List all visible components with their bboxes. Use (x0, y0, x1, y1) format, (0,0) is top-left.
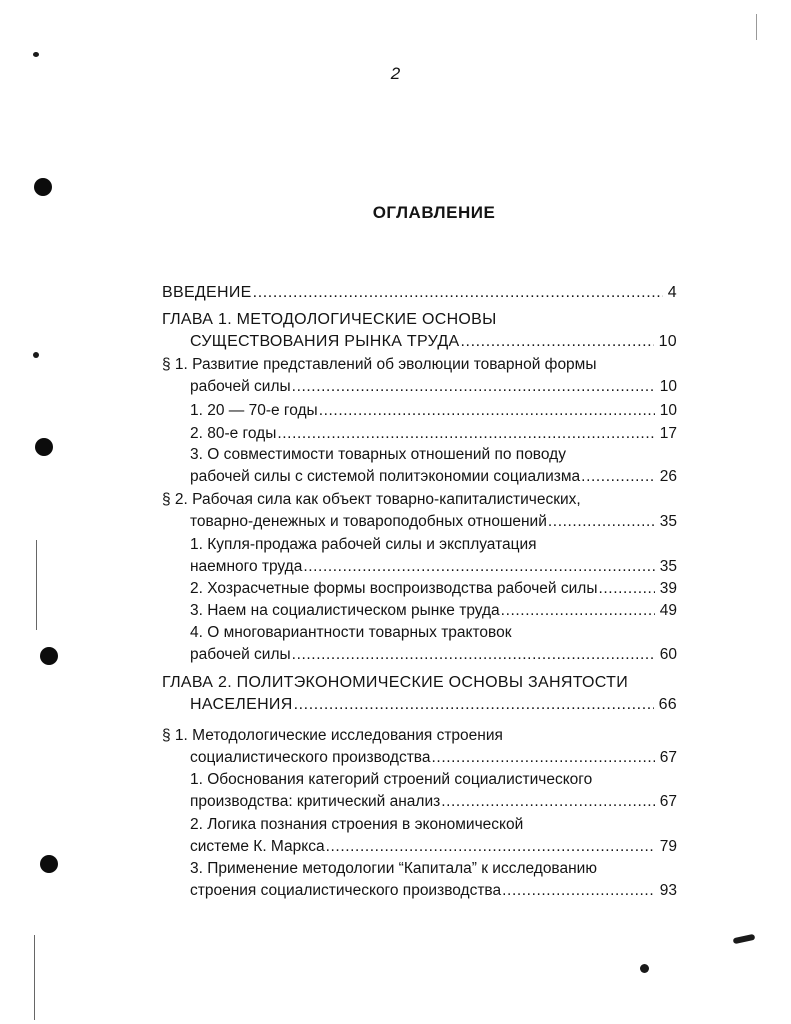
dot-leader (432, 749, 655, 767)
toc-subsection (162, 860, 677, 900)
toc-page-number: 93 (659, 882, 677, 899)
toc-entry-text: НАСЕЛЕНИЯ (190, 696, 293, 713)
toc-page-number: 10 (658, 333, 677, 350)
dot-leader (441, 793, 655, 811)
toc-entry-text: системе К. Маркса (190, 838, 325, 855)
toc-entry-text: 3. О совместимости товарных отношений по поводу (190, 446, 566, 463)
dot-leader (548, 513, 655, 531)
toc-subsection (162, 771, 677, 811)
toc-subsection (162, 602, 677, 620)
toc-page-number: 26 (659, 468, 677, 485)
toc-chapter (162, 284, 677, 302)
dot-leader (581, 468, 655, 486)
punch-hole (40, 855, 58, 873)
dot-leader (253, 284, 663, 302)
toc-entry-text: товарно-денежных и товароподобных отношений (190, 513, 547, 530)
page-number: 2 (390, 64, 401, 83)
toc-entry-text: 4. О многовариантности товарных трактовок (190, 624, 512, 641)
dot-leader (292, 378, 655, 396)
dot-leader (319, 402, 655, 420)
punch-hole (40, 647, 58, 665)
dot-leader (277, 425, 654, 443)
toc-chapter (162, 674, 677, 714)
toc-entry-text: § 2. Рабочая сила как объект товарно-капиталистических, (162, 491, 581, 508)
punch-hole (35, 438, 53, 456)
dot-leader (292, 646, 655, 664)
dot-leader (460, 333, 653, 351)
toc-page-number: 10 (659, 378, 677, 395)
dot-leader (501, 602, 655, 620)
toc-subsection (162, 402, 677, 420)
toc-entry-text: ГЛАВА 2. ПОЛИТЭКОНОМИЧЕСКИЕ ОСНОВЫ ЗАНЯТОСТИ (162, 674, 628, 691)
toc-page-number: 4 (667, 284, 677, 301)
toc-entry-text: производства: критический анализ (190, 793, 441, 810)
toc-page-number: 66 (658, 696, 677, 713)
toc-entry-text: СУЩЕСТВОВАНИЯ РЫНКА ТРУДА (190, 333, 460, 350)
toc-entry-text: § 1. Методологические исследования строения (162, 727, 503, 744)
punch-hole (34, 178, 52, 196)
toc-entry-text: 1. 20 — 70-е годы (190, 402, 318, 419)
toc-entry-text: ГЛАВА 1. МЕТОДОЛОГИЧЕСКИЕ ОСНОВЫ (162, 311, 497, 328)
toc-page-number: 10 (659, 402, 677, 419)
toc-page-number: 67 (659, 793, 677, 810)
toc-entry-text: 3. Применение методологии “Капитала” к исследованию (190, 860, 597, 877)
toc-entry-text: 1. Купля-продажа рабочей силы и эксплуатация (190, 536, 537, 553)
toc-entry-text: 3. Наем на социалистическом рынке труда (190, 602, 500, 619)
toc-entry-text: 2. 80-е годы (190, 425, 277, 442)
dot-leader (326, 838, 655, 856)
toc-entry-text: рабочей силы (190, 646, 291, 663)
scan-speck (640, 964, 649, 973)
toc-entry-text: 1. Обоснования категорий строений социалистического (190, 771, 593, 788)
toc-entry-text: рабочей силы (190, 378, 291, 395)
toc-subsection (162, 425, 677, 443)
toc-entry-text: 2. Логика познания строения в экономической (190, 816, 524, 833)
dot-leader (598, 580, 654, 598)
dot-leader (294, 696, 654, 714)
scan-edge-mark (36, 540, 37, 630)
toc-subsection (162, 536, 677, 576)
toc-section (162, 356, 677, 396)
toc-subsection (162, 816, 677, 856)
toc-entry-text: 2. Хозрасчетные формы воспроизводства рабочей силы (190, 580, 598, 597)
toc-entry-text: ВВЕДЕНИЕ (162, 284, 252, 301)
toc-page-number: 35 (659, 558, 677, 575)
toc-page-number: 39 (659, 580, 677, 597)
toc-subsection (162, 446, 677, 486)
toc-page-number: 79 (659, 838, 677, 855)
scan-speck (33, 352, 39, 358)
toc-title: ОГЛАВЛЕНИЕ (372, 203, 496, 222)
scan-edge-mark (34, 935, 35, 1020)
scan-speck (33, 52, 39, 57)
toc-page-number: 67 (659, 749, 677, 766)
toc-entry-text: социалистического производства (190, 749, 431, 766)
toc-entry-text: § 1. Развитие представлений об эволюции товарной формы (162, 356, 597, 373)
toc-page-number: 17 (659, 425, 677, 442)
toc-entry-text: рабочей силы с системой политэкономии социализма (190, 468, 581, 485)
toc-page-number: 49 (659, 602, 677, 619)
dot-leader (303, 558, 654, 576)
dot-leader (502, 882, 655, 900)
toc-entry-text: строения социалистического производства (190, 882, 502, 899)
toc-subsection (162, 624, 677, 664)
scan-speck (733, 934, 756, 944)
scan-edge-mark (756, 14, 757, 40)
toc-section (162, 727, 677, 767)
toc-page-number: 35 (659, 513, 677, 530)
toc-subsection (162, 580, 677, 598)
toc-section (162, 491, 677, 531)
toc-entry-text: наемного труда (190, 558, 303, 575)
toc-page-number: 60 (659, 646, 677, 663)
toc-chapter (162, 311, 677, 351)
